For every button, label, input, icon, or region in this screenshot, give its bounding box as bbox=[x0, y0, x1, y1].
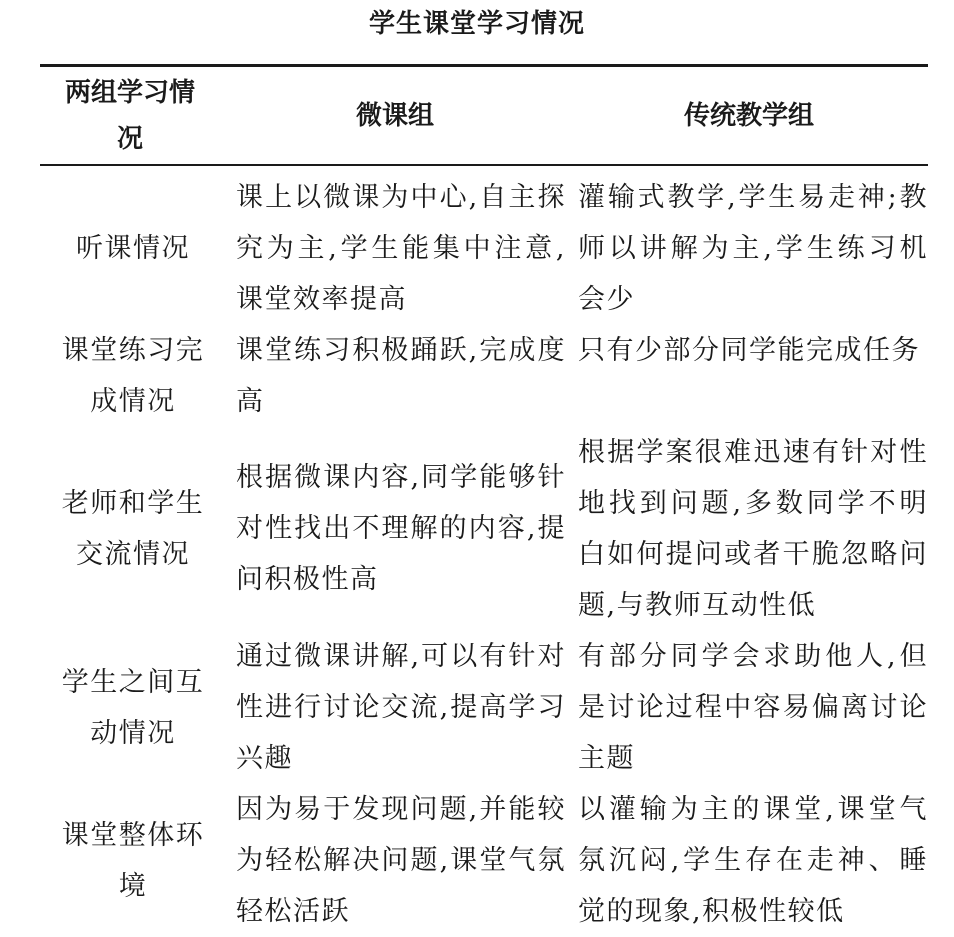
row-label: 听课情况 bbox=[76, 233, 190, 264]
table-title: 学生课堂学习情况 bbox=[368, 9, 585, 39]
micro-group-cell: 因为易于发现问题,并能较为轻松解决问题,课堂气氛轻松活跃 bbox=[236, 794, 566, 927]
table-top-rule bbox=[40, 64, 928, 67]
header-group-situation-label: 两组学习情况 bbox=[65, 78, 196, 154]
row-label-cell bbox=[48, 784, 218, 937]
table-row bbox=[40, 427, 928, 631]
header-micro-class-group: 微课组 bbox=[355, 101, 434, 131]
micro-group-cell: 根据微课内容,同学能够针对性找出不理解的内容,提问积极性高 bbox=[236, 462, 566, 595]
table-row bbox=[40, 631, 928, 784]
row-label: 老师和学生交流情况 bbox=[61, 488, 205, 570]
row-label: 学生之间互动情况 bbox=[61, 666, 205, 749]
header-group-situation bbox=[40, 68, 220, 164]
row-label-cell bbox=[48, 325, 218, 427]
traditional-group-cell: 只有少部分同学能完成任务 bbox=[578, 335, 920, 366]
traditional-group-cell: 有部分同学会求助他人,但是讨论过程中容易偏离讨论主题 bbox=[578, 641, 928, 774]
row-label-cell bbox=[48, 172, 218, 325]
traditional-group-cell: 以灌输为主的课堂,课堂气氛沉闷,学生存在走神、睡觉的现象,积极性较低 bbox=[578, 794, 928, 927]
micro-group-cell: 课上以微课为中心,自主探究为主,学生能集中注意,课堂效率提高 bbox=[236, 182, 566, 315]
traditional-group-cell: 灌输式教学,学生易走神;教师以讲解为主,学生练习机会少 bbox=[578, 182, 928, 315]
header-traditional-group: 传统教学组 bbox=[683, 101, 814, 131]
row-label-cell bbox=[48, 427, 218, 631]
row-label: 课堂练习完成情况 bbox=[61, 335, 205, 417]
row-label-cell bbox=[48, 631, 218, 784]
traditional-group-cell: 根据学案很难迅速有针对性地找到问题,多数同学不明白如何提问或者干脆忽略问题,与教师互动性低 bbox=[578, 437, 928, 621]
row-label: 课堂整体环境 bbox=[61, 819, 205, 902]
table-row bbox=[40, 325, 928, 427]
micro-group-cell: 通过微课讲解,可以有针对性进行讨论交流,提高学习兴趣 bbox=[236, 641, 566, 774]
table-row bbox=[40, 784, 928, 937]
table-header bbox=[40, 68, 928, 164]
micro-group-cell: 课堂练习积极踊跃,完成度高 bbox=[236, 335, 566, 417]
table-row bbox=[40, 172, 928, 325]
table-header-rule bbox=[40, 164, 928, 166]
